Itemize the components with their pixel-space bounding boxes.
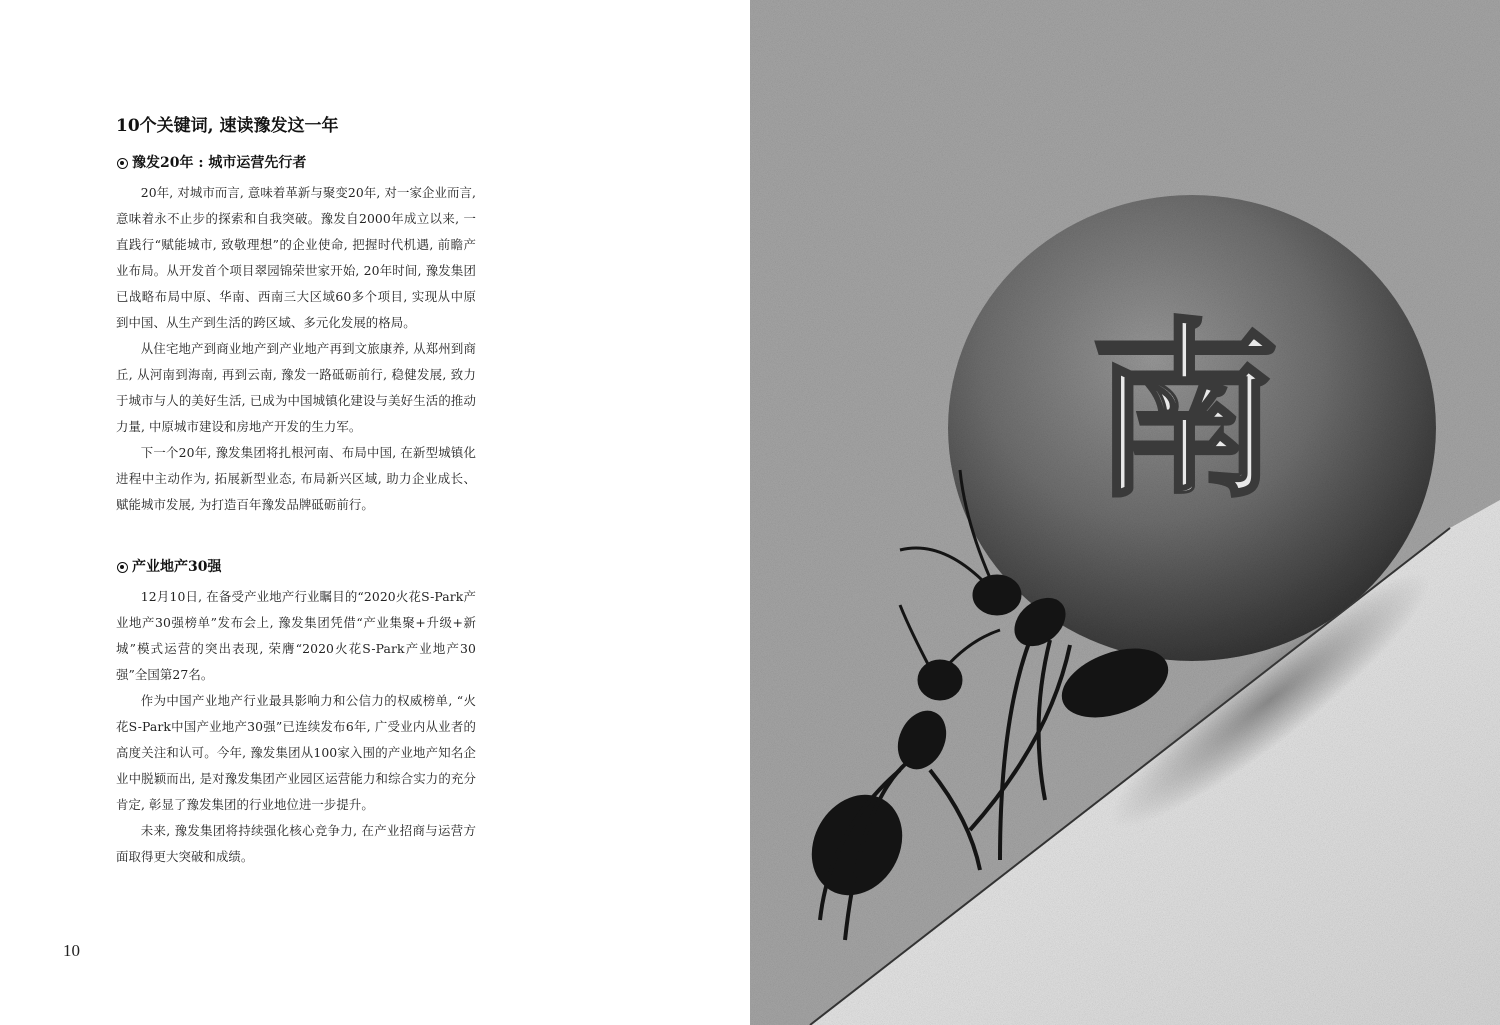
section-heading-text: 产业地产30强 xyxy=(132,559,222,575)
paragraph: 未来, 豫发集团将持续强化核心竞争力, 在产业招商与运营方面取得更大突破和成绩。 xyxy=(116,823,476,864)
section-anniversary xyxy=(116,152,476,518)
page-number: 10 xyxy=(63,941,80,960)
paragraph: 20年, 对城市而言, 意味着革新与聚变20年, 对一家企业而言, 意味着永不止步的探索和自我突破。豫发自2000年成立以来, 一直践行“赋能城市, 致敬理想”的企业使命, 把握时代机遇, 前瞻产业布局。从开发首个项目翠园锦荣世家开始, 20年时间, 豫发集团已战略布局中原、华南、西南三大区域60多个项目, 实现从中原到中国、从生产到生活的跨区域、多元化发展的格局。 xyxy=(116,185,476,330)
section-top30 xyxy=(116,556,476,870)
article-column xyxy=(116,112,476,870)
circle-bullet-icon xyxy=(117,562,128,573)
section-heading xyxy=(116,556,476,578)
paragraph: 12月10日, 在备受产业地产行业瞩目的“2020火花S-Park产业地产30强榜单”发布会上, 豫发集团凭借“产业集聚+升级+新城”模式运营的突出表现, 荣膺“2020火花S-Park产业地产30强”全国第27名。 xyxy=(116,589,476,682)
section-heading xyxy=(116,152,476,174)
section-heading-text: 豫发20年 : 城市运营先行者 xyxy=(132,155,307,171)
paragraph: 下一个20年, 豫发集团将扎根河南、布局中国, 在新型城镇化进程中主动作为, 拓展新型业态, 布局新兴区域, 助力企业成长、赋能城市发展, 为打造百年豫发品牌砥砺前行。 xyxy=(116,445,476,512)
stone-character: 南 xyxy=(1089,302,1281,523)
paragraph: 作为中国产业地产行业最具影响力和公信力的权威榜单, “火花S-Park中国产业地产30强”已连续发布6年, 广受业内从业者的高度关注和认可。今年, 豫发集团从100家入围的产业地产知名企业中脱颖而出, 是对豫发集团产业园区运营能力和综合实力的充分肯定, 彰显了豫发集团的行业地位进一步提升。 xyxy=(116,693,476,812)
section-body xyxy=(116,584,476,870)
section-body xyxy=(116,180,476,518)
article-title: 10个关键词, 速读豫发这一年 xyxy=(116,116,339,136)
circle-bullet-icon xyxy=(117,158,128,169)
illustration-page xyxy=(750,0,1500,1025)
ants-pushing-stone-illustration xyxy=(750,0,1500,1025)
paragraph: 从住宅地产到商业地产到产业地产再到文旅康养, 从郑州到商丘, 从河南到海南, 再到云南, 豫发一路砥砺前行, 稳健发展, 致力于城市与人的美好生活, 已成为中国城镇化建设与美好生活的推动力量, 中原城市建设和房地产开发的生力军。 xyxy=(116,341,476,434)
